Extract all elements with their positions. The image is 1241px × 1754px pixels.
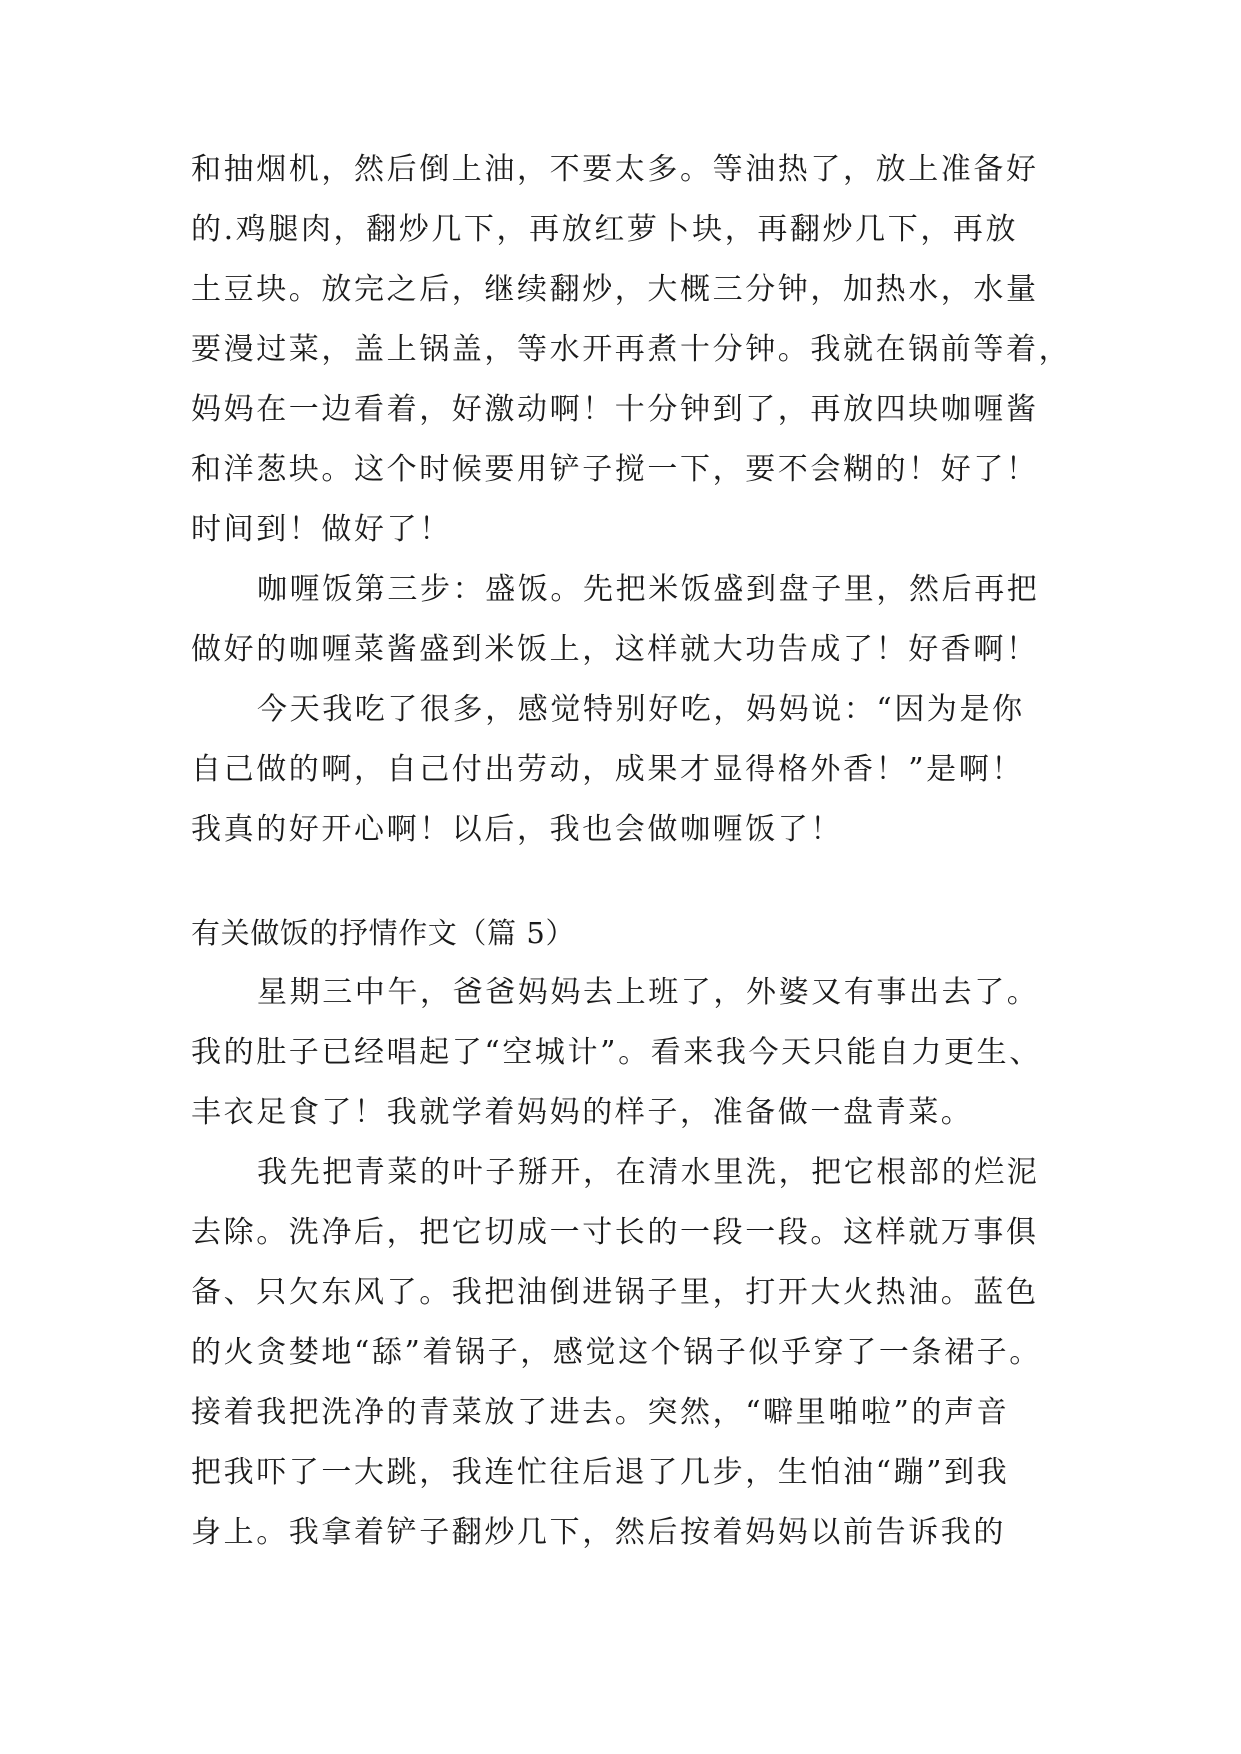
paragraph-start-line: 咖喱饭第三步：盛饭。先把米饭盛到盘子里，然后再把 [257,572,1040,607]
text-line: 丰衣足食了！我就学着妈妈的样子，准备做一盘青菜。 [191,1095,974,1130]
text-line: 接着我把洗净的青菜放了进去。突然，“噼里啪啦”的声音 [191,1395,1010,1430]
text-line: 要漫过菜，盖上锅盖，等水开再煮十分钟。我就在锅前等着， [191,332,1072,367]
paragraph-start-line: 星期三中午，爸爸妈妈去上班了，外婆又有事出去了。 [257,975,1040,1010]
text-line: 把我吓了一大跳，我连忙往后退了几步，生怕油“蹦”到我 [191,1455,1010,1490]
text-line: 的.鸡腿肉，翻炒几下，再放红萝卜块，再翻炒几下，再放 [191,212,1019,247]
text-line: 我真的好开心啊！以后，我也会做咖喱饭了！ [191,812,843,847]
text-line: 备、只欠东风了。我把油倒进锅子里，打开大火热油。蓝色 [191,1275,1039,1310]
text-line: 做好的咖喱菜酱盛到米饭上，这样就大功告成了！好香啊！ [191,632,1039,667]
text-line: 和抽烟机，然后倒上油，不要太多。等油热了，放上准备好 [191,152,1039,187]
text-line: 去除。洗净后，把它切成一寸长的一段一段。这样就万事俱 [191,1215,1039,1250]
section-heading: 有关做饭的抒情作文（篇 5） [191,916,576,950]
text-line: 时间到！做好了！ [191,512,452,547]
text-line: 自己做的啊，自己付出劳动，成果才显得格外香！”是啊！ [191,752,1024,787]
text-line: 身上。我拿着铲子翻炒几下，然后按着妈妈以前告诉我的 [191,1515,1006,1550]
text-line: 的火贪婪地“舔”着锅子，感觉这个锅子似乎穿了一条裙子。 [191,1335,1042,1370]
text-line: 我的肚子已经唱起了“空城计”。看来我今天只能自力更生、 [191,1035,1042,1070]
text-line: 妈妈在一边看着，好激动啊！十分钟到了，再放四块咖喱酱 [191,392,1039,427]
text-line: 土豆块。放完之后，继续翻炒，大概三分钟，加热水，水量 [191,272,1039,307]
paragraph-start-line: 我先把青菜的叶子掰开，在清水里洗，把它根部的烂泥 [257,1155,1040,1190]
paragraph-start-line: 今天我吃了很多，感觉特别好吃，妈妈说：“因为是你 [257,692,1025,727]
text-line: 和洋葱块。这个时候要用铲子搅一下，要不会糊的！好了！ [191,452,1039,487]
